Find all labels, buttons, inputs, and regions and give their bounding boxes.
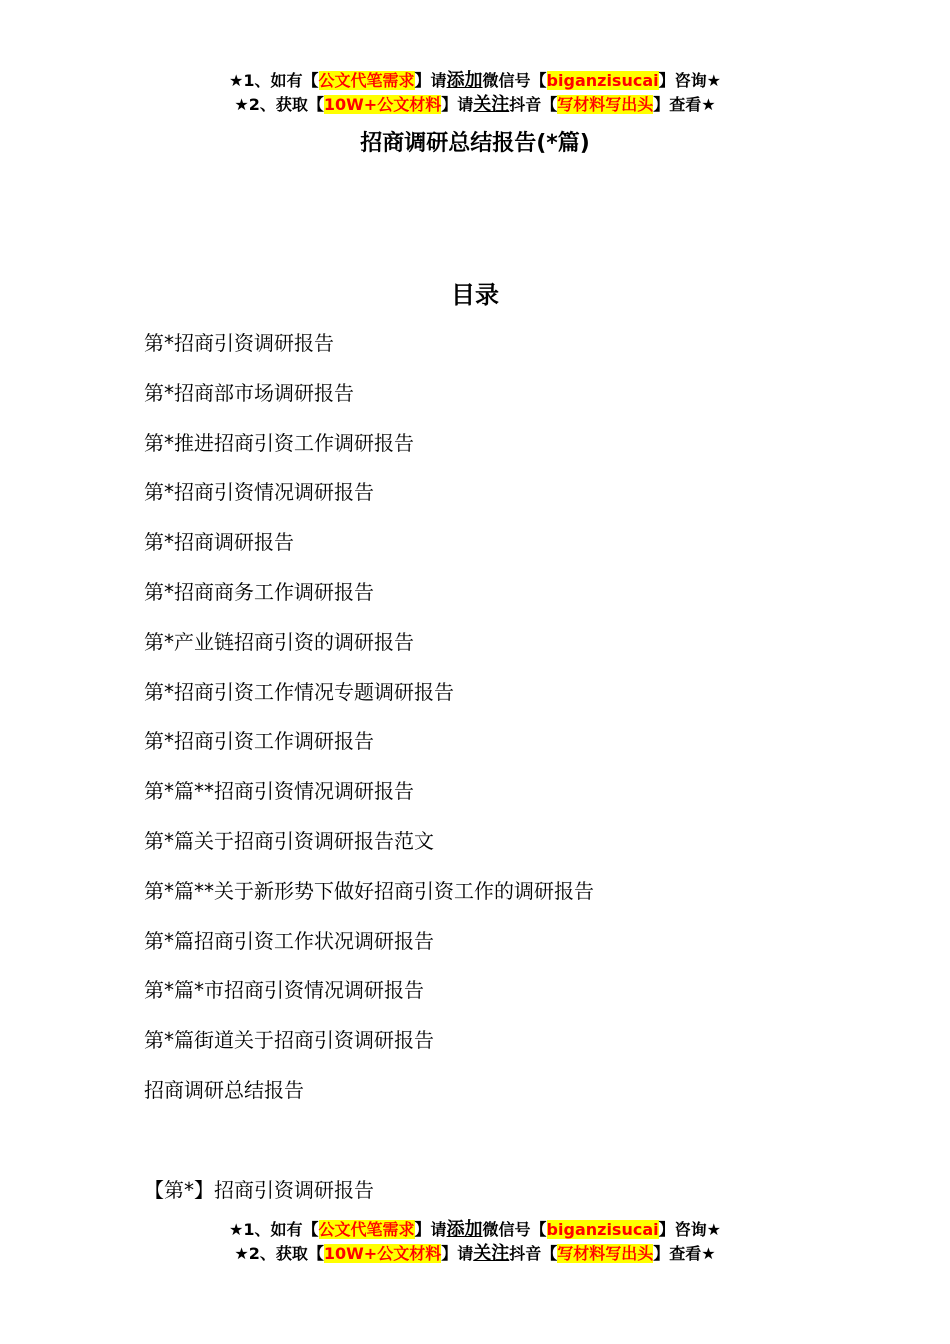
header-ad-line-1 [0, 70, 950, 92]
toc-item[interactable]: 第*产业链招商引资的调研报告 [144, 629, 414, 654]
toc-item[interactable]: 第*招商引资工作调研报告 [144, 729, 374, 754]
ad-text: ★2、获取【 [234, 1244, 324, 1263]
toc-item[interactable]: 第*篇**招商引资情况调研报告 [144, 779, 414, 804]
section-heading: 【第*】招商引资调研报告 [144, 1178, 374, 1202]
ad-highlight-service: 公文代笔需求 [318, 1220, 415, 1239]
toc-item[interactable]: 第*篇*市招商引资情况调研报告 [144, 978, 424, 1003]
toc-item[interactable]: 第*篇**关于新形势下做好招商引资工作的调研报告 [144, 878, 594, 903]
ad-highlight-wechat-id: biganzisucai [546, 71, 659, 90]
ad-text: 】请 [441, 95, 474, 114]
ad-highlight-douyin-id: 写材料写出头 [557, 95, 654, 114]
toc-item[interactable]: 第*招商引资调研报告 [144, 331, 334, 355]
document-title: 招商调研总结报告(*篇) [360, 131, 590, 156]
ad-text: ★1、如有【 [229, 1220, 319, 1239]
ad-underline-text: 关注 [473, 1243, 510, 1264]
ad-text: ★2、获取【 [234, 95, 324, 114]
ad-text: 】查看★ [653, 1244, 716, 1263]
ad-text: 抖音【 [509, 95, 558, 114]
ad-text: 抖音【 [509, 1244, 558, 1263]
toc-item[interactable]: 第*推进招商引资工作调研报告 [144, 430, 414, 455]
ad-underline-text: 添加 [446, 70, 483, 91]
ad-highlight-douyin-id: 写材料写出头 [557, 1244, 654, 1263]
toc-item[interactable]: 第*招商部市场调研报告 [144, 380, 354, 405]
ad-text: 】请 [441, 1244, 474, 1263]
footer-ad-line-2 [0, 1243, 950, 1265]
toc-item[interactable]: 招商调研总结报告 [144, 1077, 304, 1102]
toc-heading: 目录 [451, 281, 499, 309]
ad-text: 】请 [414, 71, 447, 90]
ad-text: ★1、如有【 [229, 71, 319, 90]
ad-underline-text: 添加 [446, 1219, 483, 1240]
ad-underline-text: 关注 [473, 94, 510, 115]
ad-highlight-materials: 10W+公文材料 [323, 1244, 442, 1263]
ad-highlight-materials: 10W+公文材料 [323, 95, 442, 114]
toc-item[interactable]: 第*篇街道关于招商引资调研报告 [144, 1028, 434, 1053]
toc-item[interactable]: 第*招商引资情况调研报告 [144, 480, 374, 505]
table-of-contents [144, 329, 594, 1126]
ad-text: 微信号【 [482, 71, 547, 90]
toc-item[interactable]: 第*招商引资工作情况专题调研报告 [144, 679, 454, 704]
ad-highlight-service: 公文代笔需求 [318, 71, 415, 90]
toc-item[interactable]: 第*篇关于招商引资调研报告范文 [144, 828, 434, 853]
ad-text: 】咨询★ [658, 1220, 721, 1239]
toc-item[interactable]: 第*招商商务工作调研报告 [144, 579, 374, 604]
ad-highlight-wechat-id: biganzisucai [546, 1220, 659, 1239]
toc-item[interactable]: 第*篇招商引资工作状况调研报告 [144, 928, 434, 953]
ad-text: 】请 [414, 1220, 447, 1239]
footer-ad-line-1 [0, 1219, 950, 1241]
ad-text: 】查看★ [653, 95, 716, 114]
ad-text: 微信号【 [482, 1220, 547, 1239]
ad-text: 】咨询★ [658, 71, 721, 90]
toc-item[interactable]: 第*招商调研报告 [144, 530, 294, 555]
header-ad-line-2 [0, 94, 950, 116]
